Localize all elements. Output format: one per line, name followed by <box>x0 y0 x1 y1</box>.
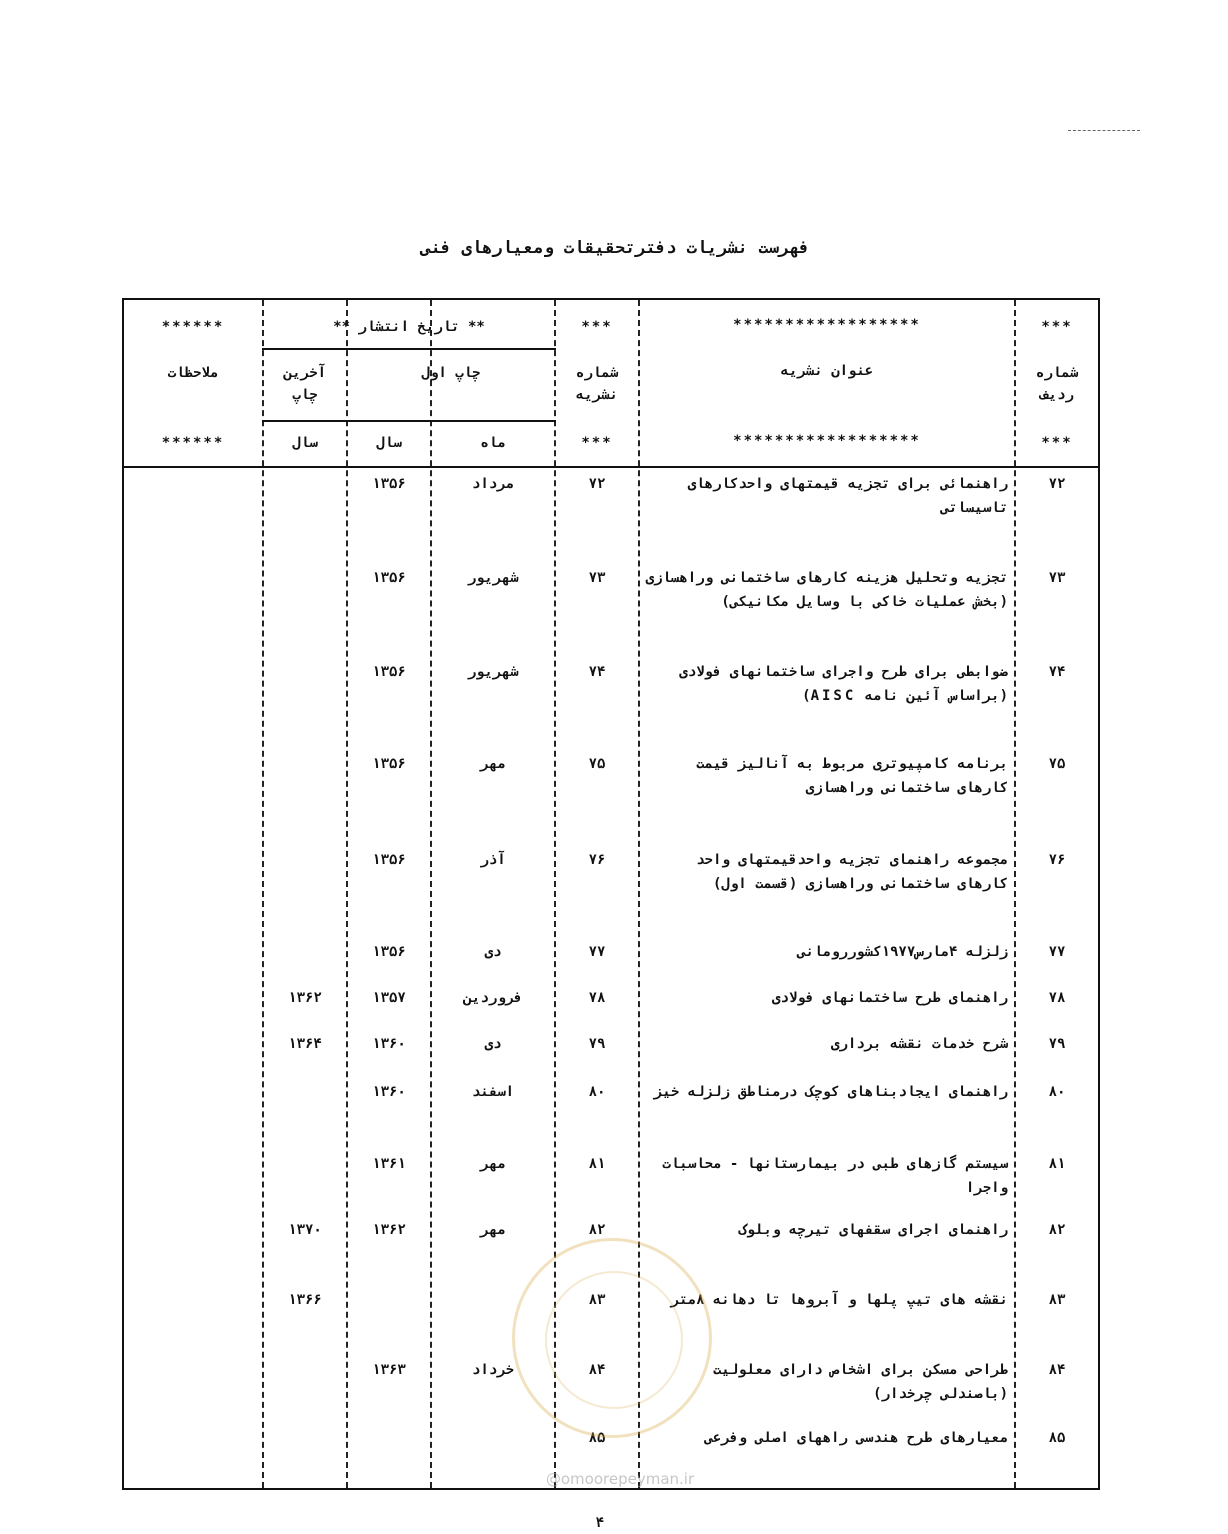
row-title: شرح خدمات نقشه برداری <box>830 1036 1008 1052</box>
row-title: نقشه های تیپ پلها و آبروها تا دهانه ۸متر <box>670 1292 1008 1308</box>
row-year: ۱۳۶۰ <box>372 1084 406 1100</box>
row-month: اسفند <box>471 1084 515 1100</box>
row-month: مهر <box>480 756 506 772</box>
row-title: مجموعه راهنمای تجزیه واحدقیمتهای واحد کارهای ساختمانی وراهسازی (قسمت اول) <box>696 852 1008 892</box>
row-number: ۷۴ <box>1048 664 1066 680</box>
header-stars-pubno: *** <box>581 319 613 335</box>
row-year: ۱۳۵۶ <box>372 664 406 680</box>
row-pub-number: ۷۷ <box>588 944 606 960</box>
row-last-print: ۱۳۶۶ <box>288 1292 322 1308</box>
corner-mark <box>1068 130 1140 131</box>
row-month: شهریور <box>467 570 519 586</box>
row-title: ضوابطی برای طرح واجرای ساختمانهای فولادی (براساس آئین نامه AISC) <box>679 664 1008 704</box>
header-stars-title: ****************** <box>733 317 921 333</box>
row-month: مهر <box>480 1156 506 1172</box>
row-title: سیستم گازهای طبی در بیمارستانها - محاسبات واجرا <box>662 1156 1008 1196</box>
row-pub-number: ۷۴ <box>588 664 606 680</box>
row-year: ۱۳۵۶ <box>372 570 406 586</box>
row-pub-number: ۸۵ <box>588 1430 606 1446</box>
row-pub-number: ۸۴ <box>588 1362 606 1378</box>
row-month: دی <box>484 944 502 960</box>
row-title: تجزیه وتحلیل هزینه کارهای ساختمانی وراهسازی (بخش عملیات خاکی با وسایل مکانیکی) <box>645 570 1008 610</box>
row-number: ۸۱ <box>1048 1156 1066 1172</box>
header-stars-title-2: ****************** <box>733 433 921 449</box>
row-pub-number: ۷۶ <box>588 852 606 868</box>
header-last-print: آخرین چاپ <box>283 365 327 403</box>
row-year: ۱۳۶۳ <box>372 1362 406 1378</box>
header-stars-notes: ****** <box>161 319 225 335</box>
row-last-print: ۱۳۷۰ <box>288 1222 322 1238</box>
row-pub-number: ۸۱ <box>588 1156 606 1172</box>
row-number: ۷۹ <box>1048 1036 1066 1052</box>
row-year: ۱۳۵۶ <box>372 756 406 772</box>
row-title: زلزله ۴مارس۱۹۷۷کشوررومانی <box>797 944 1008 960</box>
row-year: ۱۳۵۶ <box>372 852 406 868</box>
row-number: ۸۲ <box>1048 1222 1066 1238</box>
row-year: ۱۳۵۷ <box>372 990 406 1006</box>
row-pub-number: ۸۳ <box>588 1292 606 1308</box>
row-year: ۱۳۶۱ <box>372 1156 406 1172</box>
page-number: ۴ <box>595 1515 605 1531</box>
row-pub-number: ۸۰ <box>588 1084 606 1100</box>
header-year-first: سال <box>376 435 402 451</box>
header-year-last: سال <box>292 435 318 451</box>
row-pub-number: ۷۸ <box>588 990 606 1006</box>
row-title: راهنمای اجرای سقفهای تیرچه وبلوک <box>738 1222 1008 1238</box>
row-year: ۱۳۶۰ <box>372 1036 406 1052</box>
row-month: فروردین <box>463 990 523 1006</box>
date-subheader-rule <box>262 420 556 422</box>
row-month: شهریور <box>467 664 519 680</box>
header-stars-rowno: *** <box>1041 319 1073 335</box>
row-number: ۷۸ <box>1048 990 1066 1006</box>
header-pub-no: شماره نشریه <box>575 365 619 403</box>
header-stars-pubno-2: *** <box>581 435 613 451</box>
row-title: راهنمای طرح ساختمانهای فولادی <box>771 990 1008 1006</box>
row-number: ۷۷ <box>1048 944 1066 960</box>
row-number: ۷۳ <box>1048 570 1066 586</box>
watermark-logo <box>512 1238 712 1438</box>
row-number: ۷۲ <box>1048 476 1066 492</box>
row-title: معیارهای طرح هندسی راههای اصلی وفرعی <box>704 1430 1008 1446</box>
header-stars-notes-2: ****** <box>161 435 225 451</box>
watermark-gear-icon <box>545 1271 683 1409</box>
row-number: ۸۴ <box>1048 1362 1066 1378</box>
row-last-print: ۱۳۶۴ <box>288 1036 322 1052</box>
document-title: فهرست نشریات دفترتحقیقات ومعیارهای فنی <box>420 238 810 258</box>
row-number: ۷۵ <box>1048 756 1066 772</box>
row-pub-number: ۷۳ <box>588 570 606 586</box>
row-title: راهنمای ایجادبناهای کوچک درمناطق زلزله خیز <box>653 1084 1008 1100</box>
row-month: آذر <box>480 852 506 868</box>
header-month: ماه <box>480 435 506 451</box>
header-bottom-rule <box>124 466 1098 468</box>
row-pub-number: ۷۲ <box>588 476 606 492</box>
row-month: مهر <box>480 1222 506 1238</box>
row-number: ۷۶ <box>1048 852 1066 868</box>
header-notes: ملاحظات <box>167 365 219 381</box>
row-number: ۸۰ <box>1048 1084 1066 1100</box>
header-pub-date: ** تاریخ انتشار ** <box>333 319 485 335</box>
row-pub-number: ۸۲ <box>588 1222 606 1238</box>
row-year: ۱۳۵۶ <box>372 476 406 492</box>
row-number: ۸۳ <box>1048 1292 1066 1308</box>
row-number: ۸۵ <box>1048 1430 1066 1446</box>
header-row-no: شماره ردیف <box>1035 365 1079 403</box>
watermark-text: @omoorepeyman.ir <box>545 1470 695 1488</box>
date-header-rule <box>262 348 556 350</box>
row-title: راهنمائی برای تجزیه قیمتهای واحدکارهای تاسیساتی <box>687 476 1008 516</box>
row-month: دی <box>484 1036 502 1052</box>
row-pub-number: ۷۵ <box>588 756 606 772</box>
row-pub-number: ۷۹ <box>588 1036 606 1052</box>
header-pub-title: عنوان نشریه <box>780 363 874 379</box>
row-year: ۱۳۶۲ <box>372 1222 406 1238</box>
row-year: ۱۳۵۶ <box>372 944 406 960</box>
row-last-print: ۱۳۶۲ <box>288 990 322 1006</box>
row-month: خرداد <box>471 1362 515 1378</box>
row-title: برنامه کامپیوتری مربوط به آنالیز قیمت کارهای ساختمانی وراهسازی <box>696 756 1008 796</box>
header-first-print: چاپ اول <box>421 365 481 381</box>
row-month: مرداد <box>471 476 515 492</box>
header-stars-rowno-2: *** <box>1041 435 1073 451</box>
row-title: طراحی مسکن برای اشخاص دارای معلولیت (باصندلی چرخدار) <box>712 1362 1008 1402</box>
